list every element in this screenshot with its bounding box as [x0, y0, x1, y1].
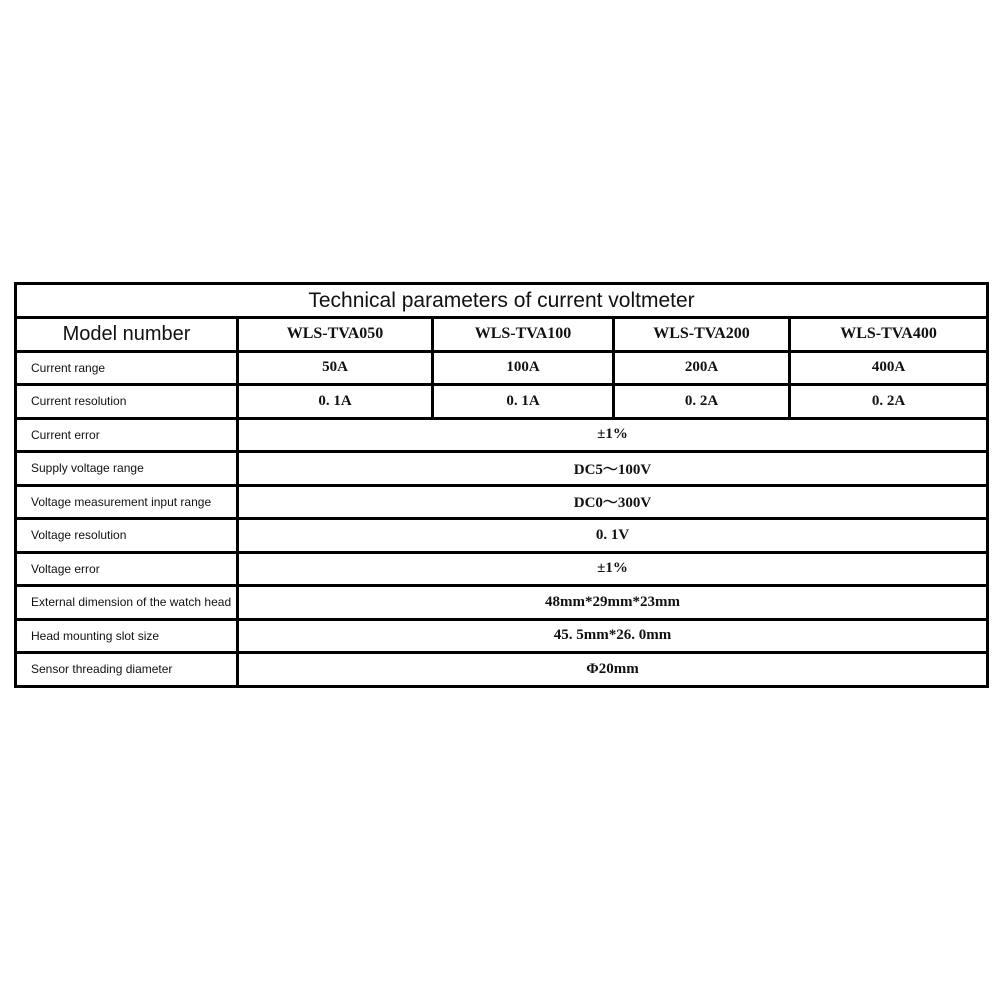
row-label: Head mounting slot size — [16, 619, 238, 653]
row-label: Current range — [16, 351, 238, 385]
table-title: Technical parameters of current voltmeter — [16, 284, 988, 318]
row-label: External dimension of the watch head — [16, 586, 238, 620]
value-cell: 0. 1V — [238, 519, 988, 553]
table-row — [16, 552, 988, 586]
value-cell: DC5～100V — [238, 452, 988, 486]
row-label: Supply voltage range — [16, 452, 238, 486]
table-row — [16, 418, 988, 452]
table-row — [16, 619, 988, 653]
model-cell: WLS-TVA200 — [614, 318, 790, 352]
value-cell: Φ20mm — [238, 653, 988, 687]
model-cell: WLS-TVA100 — [433, 318, 614, 352]
table-row — [16, 385, 988, 419]
value-cell: 0. 2A — [614, 385, 790, 419]
title-row — [16, 284, 988, 318]
row-label: Voltage resolution — [16, 519, 238, 553]
table-row — [16, 519, 988, 553]
value-cell: 0. 2A — [790, 385, 988, 419]
spec-table — [14, 282, 989, 688]
row-label: Sensor threading diameter — [16, 653, 238, 687]
value-cell: 400A — [790, 351, 988, 385]
model-row — [16, 318, 988, 352]
row-label: Voltage error — [16, 552, 238, 586]
model-cell: WLS-TVA400 — [790, 318, 988, 352]
model-cell: WLS-TVA050 — [238, 318, 433, 352]
value-cell: 100A — [433, 351, 614, 385]
row-label: Voltage measurement input range — [16, 485, 238, 519]
value-cell: 45. 5mm*26. 0mm — [238, 619, 988, 653]
table-row — [16, 653, 988, 687]
value-cell: ±1% — [238, 418, 988, 452]
value-cell: DC0～300V — [238, 485, 988, 519]
value-cell: 0. 1A — [433, 385, 614, 419]
value-cell: 200A — [614, 351, 790, 385]
model-number-label: Model number — [16, 318, 238, 352]
row-label: Current resolution — [16, 385, 238, 419]
value-cell: 0. 1A — [238, 385, 433, 419]
table-row — [16, 351, 988, 385]
table-row — [16, 452, 988, 486]
value-cell: ±1% — [238, 552, 988, 586]
table-row — [16, 586, 988, 620]
table-row — [16, 485, 988, 519]
value-cell: 50A — [238, 351, 433, 385]
value-cell: 48mm*29mm*23mm — [238, 586, 988, 620]
row-label: Current error — [16, 418, 238, 452]
